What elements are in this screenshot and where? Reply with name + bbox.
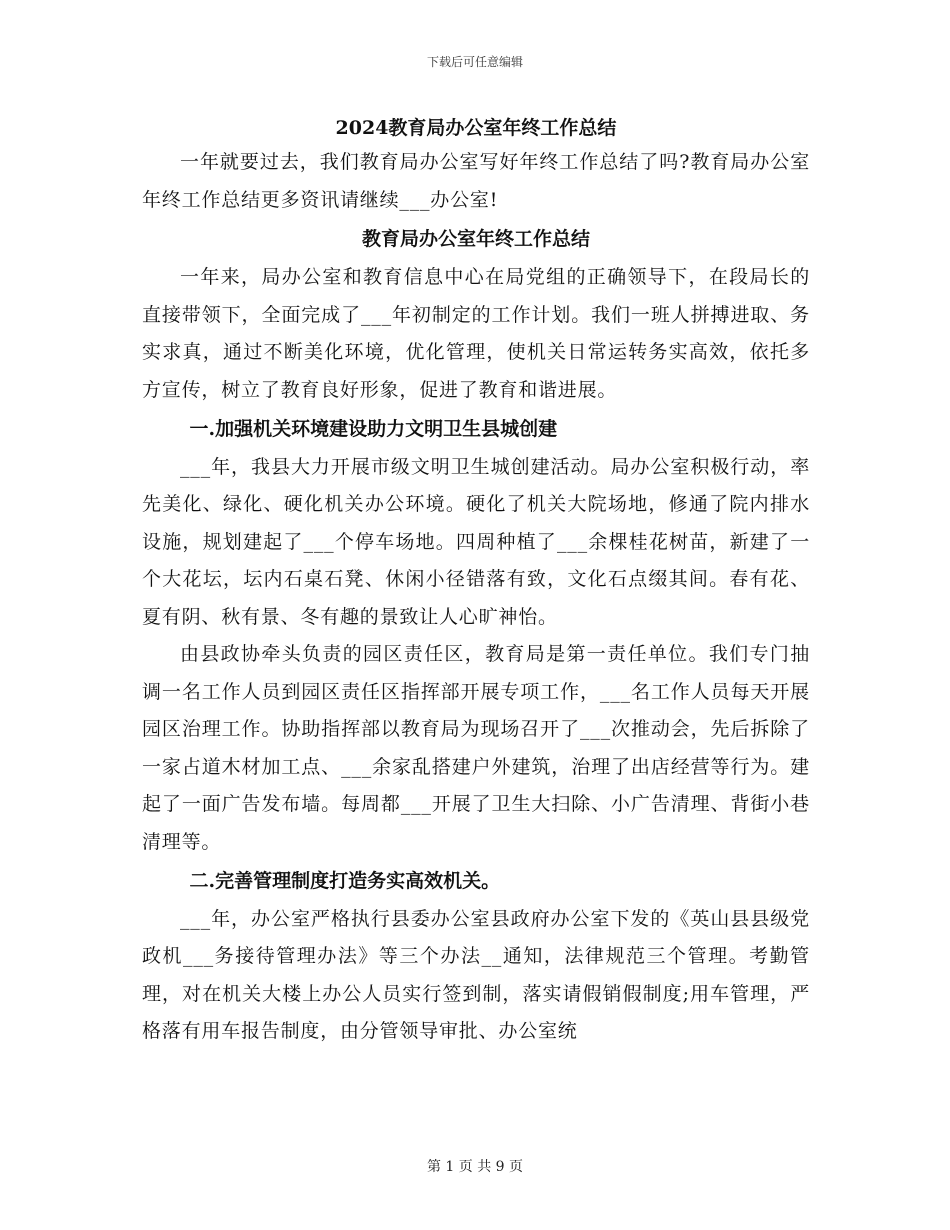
document-body [142, 112, 810, 1051]
paragraph-1: 一年来，局办公室和教育信息中心在局党组的正确领导下，在段局长的直接带领下，全面完成了___年初制定的工作计划。我们一班人拼搏进取、务实求真，通过不断美化环境，优化管理，使机关日常运转务实高效，依托多方宣传，树立了教育良好形象，促进了教育和谐进展。 [142, 266, 810, 401]
document-title: 2024教育局办公室年终工作总结 [335, 117, 617, 139]
paragraph-4: ___年，办公室严格执行县委办公室县政府办公室下发的《英山县县级党政机___务接待管理办法》等三个办法__通知，法律规范三个管理。考勤管理，对在机关大楼上办公人员实行签到制，落实请假销假制度;用车管理，严格落有用车报告制度，由分管领导审批、办公室统 [142, 907, 810, 1042]
intro-paragraph: 一年就要过去，我们教育局办公室写好年终工作总结了吗?教育局办公室年终工作总结更多资讯请继续___办公室! [142, 151, 810, 211]
page-header-note: 下载后可任意编辑 [426, 55, 523, 69]
section-heading-2: 二.完善管理制度打造务实高效机关。 [189, 870, 501, 892]
document-subtitle: 教育局办公室年终工作总结 [361, 228, 590, 250]
paragraph-3: 由县政协牵头负责的园区责任区，教育局是第一责任单位。我们专门抽调一名工作人员到园区责任区指挥部开展专项工作，___名工作人员每天开展园区治理工作。协助指挥部以教育局为现场召开了___次推动会，先后拆除了一家占道木材加工点、___余家乱搭建户外建筑，治理了出店经营等行为。建起了一面广告发布墙。每周都___开展了卫生大扫除、小广告清理、背街小巷清理等。 [142, 643, 810, 853]
paragraph-2: ___年，我县大力开展市级文明卫生城创建活动。局办公室积极行动，率先美化、绿化、硬化机关办公环境。硬化了机关大院场地，修通了院内排水设施，规划建起了___个停车场地。四周种植了___余棵桂花树苗，新建了一个大花坛，坛内石桌石凳、休闲小径错落有致，文化石点缀其间。春有花、夏有阴、秋有景、冬有趣的景致让人心旷神怡。 [142, 455, 810, 628]
page-number-footer: 第 1 页 共 9 页 [426, 1159, 524, 1175]
section-heading-1: 一.加强机关环境建设助力文明卫生县城创建 [189, 418, 558, 440]
